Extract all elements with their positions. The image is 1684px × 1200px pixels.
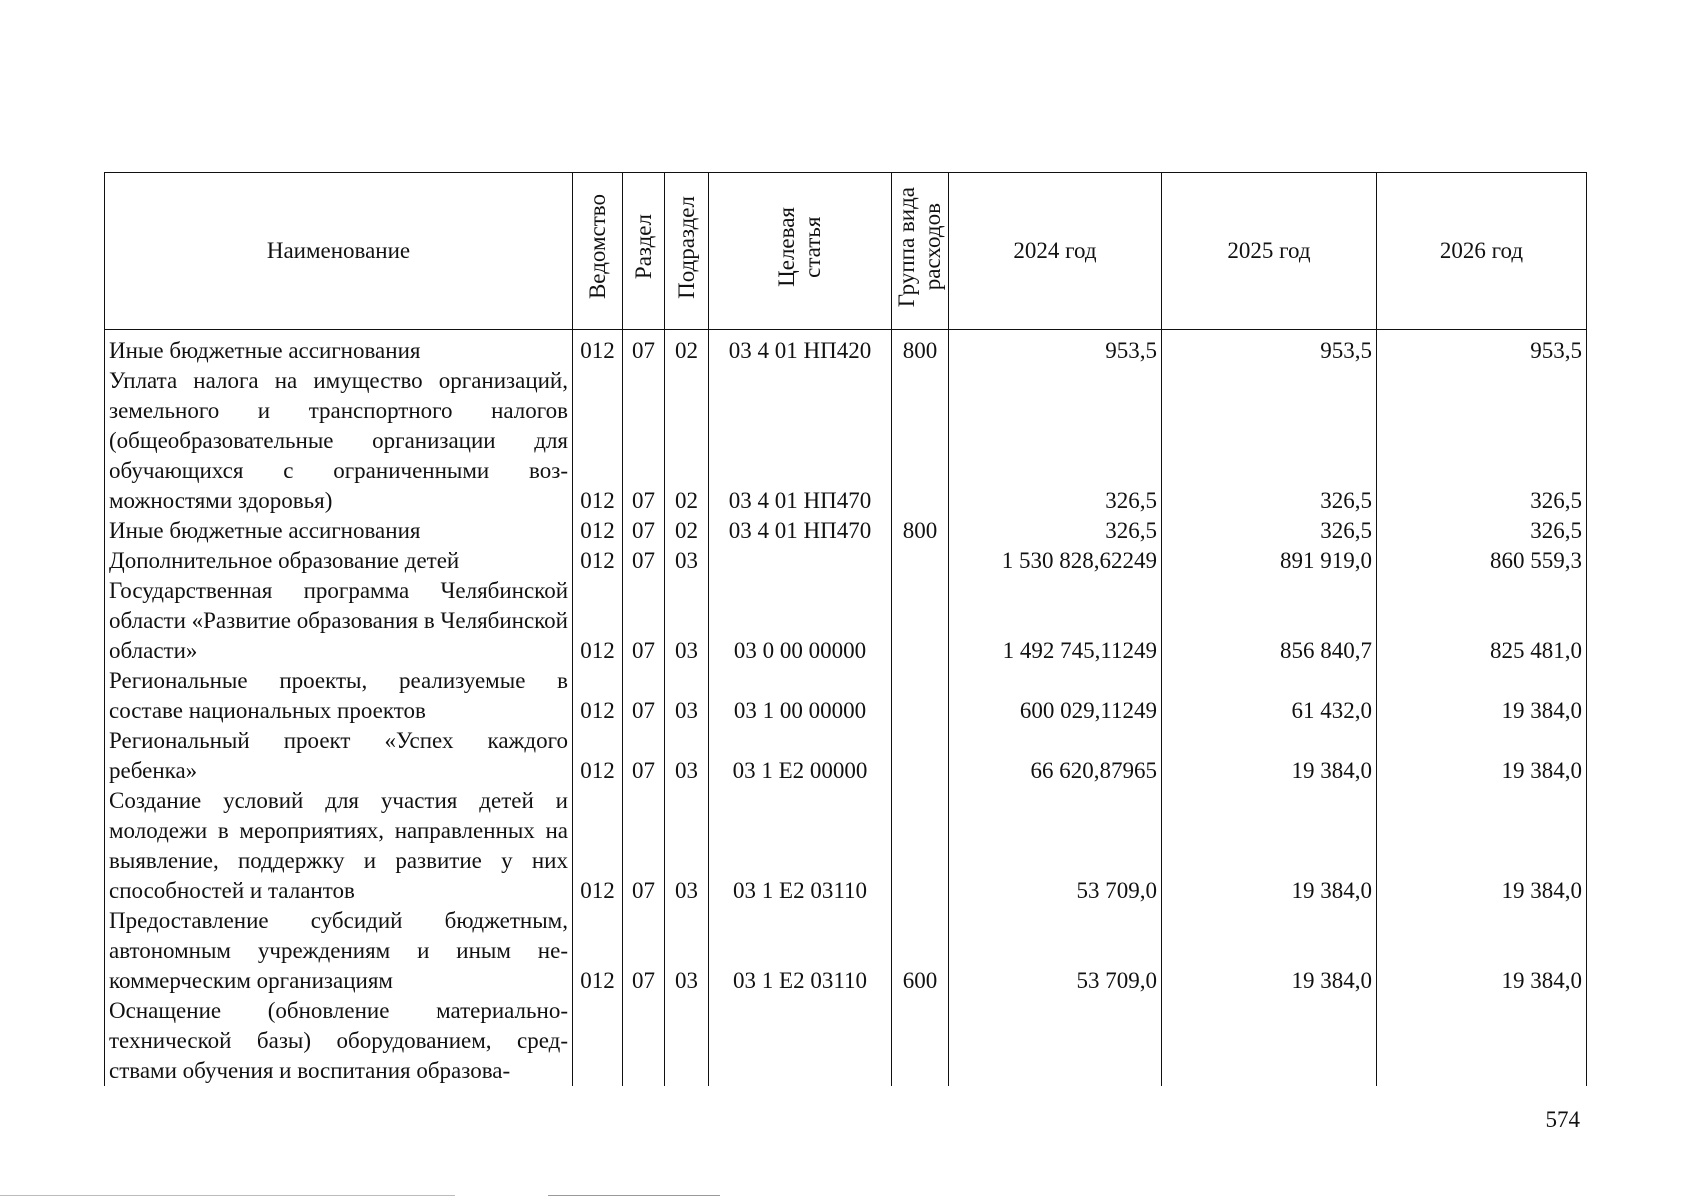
row-name: Предоставление субсидий бюджетным, автономным учреждениям и иным некоммерческим организациям	[105, 906, 573, 996]
row-target: 03 1 Е2 03110	[709, 906, 892, 996]
table-row	[105, 786, 1587, 906]
row-section: 07	[623, 516, 665, 546]
row-name: Дополнительное образование детей	[105, 546, 573, 576]
row-name: Региональный проект «Успех каждого ребенка»	[105, 726, 573, 786]
row-target: 03 1 Е2 00000	[709, 726, 892, 786]
header-section-text: Раздел	[630, 214, 656, 280]
row-2025: 953,5	[1162, 330, 1377, 367]
row-2024: 53 709,0	[949, 906, 1162, 996]
row-dept: 012	[573, 330, 623, 367]
row-dept: 012	[573, 546, 623, 576]
row-2025: 891 919,0	[1162, 546, 1377, 576]
row-group: 800	[892, 516, 949, 546]
row-dept: 012	[573, 576, 623, 666]
row-2025	[1162, 996, 1377, 1086]
row-section: 07	[623, 786, 665, 906]
page-number: 574	[1545, 1107, 1580, 1132]
row-target: 03 4 01 НП470	[709, 516, 892, 546]
row-dept: 012	[573, 726, 623, 786]
row-2026: 19 384,0	[1377, 786, 1587, 906]
scan-line	[0, 1195, 455, 1196]
row-2026	[1377, 996, 1587, 1086]
row-2025: 19 384,0	[1162, 726, 1377, 786]
row-group	[892, 726, 949, 786]
row-name: Оснащение (обновление материально-технической базы) оборудованием, средствами обучения и воспитания образова-	[105, 996, 573, 1086]
row-2024: 326,5	[949, 366, 1162, 516]
table-row	[105, 546, 1587, 576]
row-2025: 326,5	[1162, 366, 1377, 516]
row-2025: 19 384,0	[1162, 906, 1377, 996]
row-name: Создание условий для участия детей и молодежи в мероприятиях, направленных на выявление, поддержку и развитие у них способностей и талантов	[105, 786, 573, 906]
table-row	[105, 330, 1587, 367]
row-2026: 825 481,0	[1377, 576, 1587, 666]
row-subsection: 03	[665, 576, 709, 666]
row-subsection: 02	[665, 366, 709, 516]
row-subsection: 03	[665, 666, 709, 726]
row-name: Государственная программа Челябинской области «Развитие образования в Челябинской области»	[105, 576, 573, 666]
row-2025: 856 840,7	[1162, 576, 1377, 666]
row-section: 07	[623, 726, 665, 786]
row-dept: 012	[573, 786, 623, 906]
row-2024: 1 530 828,62249	[949, 546, 1162, 576]
row-group: 600	[892, 906, 949, 996]
row-2024: 953,5	[949, 330, 1162, 367]
row-2026: 860 559,3	[1377, 546, 1587, 576]
header-group	[892, 173, 949, 330]
row-subsection: 03	[665, 786, 709, 906]
row-2025: 326,5	[1162, 516, 1377, 546]
row-2026: 326,5	[1377, 516, 1587, 546]
header-group-text: Группа вида расходов	[894, 186, 945, 308]
row-2024: 53 709,0	[949, 786, 1162, 906]
row-dept: 012	[573, 666, 623, 726]
row-subsection: 03	[665, 726, 709, 786]
row-2024: 1 492 745,11249	[949, 576, 1162, 666]
row-target: 03 1 00 00000	[709, 666, 892, 726]
row-subsection: 03	[665, 546, 709, 576]
row-section	[623, 996, 665, 1086]
header-name: Наименование	[105, 173, 573, 330]
header-section	[623, 173, 665, 330]
header-2024: 2024 год	[949, 173, 1162, 330]
header-2026: 2026 год	[1377, 173, 1587, 330]
row-name: Иные бюджетные ассигнования	[105, 330, 573, 367]
header-dept-text: Ведомство	[584, 194, 610, 300]
header-2025: 2025 год	[1162, 173, 1377, 330]
row-group	[892, 666, 949, 726]
table-row	[105, 666, 1587, 726]
table-body	[105, 330, 1587, 1087]
row-section: 07	[623, 906, 665, 996]
table-row	[105, 576, 1587, 666]
row-group	[892, 366, 949, 516]
row-group: 800	[892, 330, 949, 367]
row-section: 07	[623, 576, 665, 666]
row-target	[709, 546, 892, 576]
row-subsection: 02	[665, 516, 709, 546]
row-name: Региональные проекты, реализуемые в составе национальных проектов	[105, 666, 573, 726]
row-group	[892, 576, 949, 666]
row-subsection: 02	[665, 330, 709, 367]
row-2024: 600 029,11249	[949, 666, 1162, 726]
row-section: 07	[623, 366, 665, 516]
row-2026: 19 384,0	[1377, 666, 1587, 726]
table-row	[105, 726, 1587, 786]
row-2025: 19 384,0	[1162, 786, 1377, 906]
row-dept: 012	[573, 366, 623, 516]
row-2024	[949, 996, 1162, 1086]
row-section: 07	[623, 666, 665, 726]
row-2025: 61 432,0	[1162, 666, 1377, 726]
budget-table	[104, 172, 1587, 1086]
header-target	[709, 173, 892, 330]
row-subsection: 03	[665, 906, 709, 996]
row-group	[892, 786, 949, 906]
row-2024: 326,5	[949, 516, 1162, 546]
table-row	[105, 996, 1587, 1086]
row-2024: 66 620,87965	[949, 726, 1162, 786]
table-row	[105, 516, 1587, 546]
scan-line	[548, 1195, 720, 1196]
row-group	[892, 546, 949, 576]
row-2026: 326,5	[1377, 366, 1587, 516]
table-row	[105, 906, 1587, 996]
table-row	[105, 366, 1587, 516]
row-target: 03 4 01 НП470	[709, 366, 892, 516]
row-dept: 012	[573, 906, 623, 996]
row-dept	[573, 996, 623, 1086]
row-2026: 953,5	[1377, 330, 1587, 367]
row-2026: 19 384,0	[1377, 726, 1587, 786]
row-target: 03 0 00 00000	[709, 576, 892, 666]
row-section: 07	[623, 546, 665, 576]
table-header-row	[105, 173, 1587, 330]
row-dept: 012	[573, 516, 623, 546]
header-subsection	[665, 173, 709, 330]
row-group	[892, 996, 949, 1086]
row-section: 07	[623, 330, 665, 367]
row-target: 03 1 Е2 03110	[709, 786, 892, 906]
row-name: Уплата налога на имущество организаций, земельного и транспортного налогов (общеобразовательные организации для обучающихся с ограниченными возможностями здоровья)	[105, 366, 573, 516]
header-target-text: Целевая статья	[774, 207, 825, 287]
row-name: Иные бюджетные ассигнования	[105, 516, 573, 546]
row-target	[709, 996, 892, 1086]
row-subsection	[665, 996, 709, 1086]
header-subsection-text: Подраздел	[673, 195, 699, 299]
row-2026: 19 384,0	[1377, 906, 1587, 996]
header-dept	[573, 173, 623, 330]
row-target: 03 4 01 НП420	[709, 330, 892, 367]
